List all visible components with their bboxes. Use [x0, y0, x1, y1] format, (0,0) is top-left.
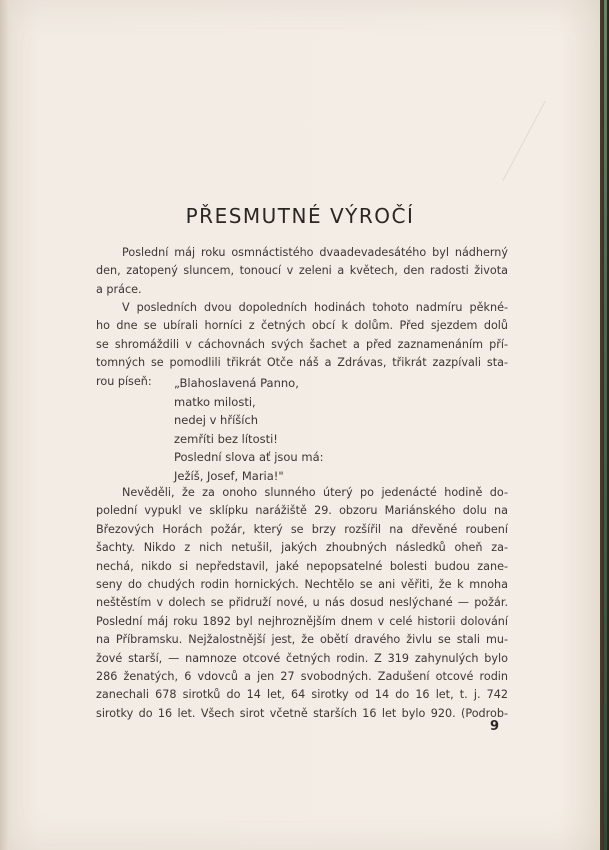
page-number: 9	[490, 719, 500, 734]
text-line: den, zatopený sluncem, tonoucí v zeleni a květech, den radosti života	[96, 264, 508, 278]
text-line: V posledních dvou dopoledních hodinách tohoto nadmíru pěkné-	[122, 301, 508, 314]
text-line: tomných se pomodlili třikrát Otče náš a Zdrávas, třikrát zazpívali sta-	[96, 356, 508, 370]
text-line: se shromáždili v cáchovnách svých šachet a před zaznamenáním pří-	[96, 337, 508, 351]
cover-edge-strip	[604, 0, 607, 850]
text-line: nechá, nikdo si nepředstavil, jaké nepopsatelné bolesti budou zane-	[96, 559, 508, 573]
poem-line: nedej v hříších	[174, 413, 259, 427]
text-line: neštěstím v dolech se přidruží nové, u nás dosud neslýchané — požár.	[96, 596, 508, 610]
text-line: 286 ženatých, 6 vdovců a jen 27 svobodných. Zadušení otcové rodin	[96, 669, 508, 683]
paper-crease	[502, 101, 598, 209]
text-line: Poslední máj roku 1892 byl nejhroznějším dnem v celé historii dolování	[96, 614, 508, 628]
text-line: rou píseň:	[96, 374, 152, 388]
text-line: ho dne se ubírali horníci z četných obcí k dolům. Před sjezdem dolů	[96, 319, 508, 333]
poem-line: Ježíš, Josef, Maria!"	[174, 468, 284, 483]
text-line: a práce.	[96, 282, 142, 296]
poem-line: Poslední slova ať jsou má:	[174, 450, 324, 464]
poem-stanza	[174, 374, 324, 485]
text-line: Poslední máj roku osmnáctistého dvaadevadesátého byl nádherný	[122, 246, 508, 259]
text-line: Březových Horách požár, který se brzy rozšířil na dřevěné roubení	[96, 522, 508, 536]
paragraph-3	[96, 484, 508, 723]
text-line: seny do chudých rodin hornických. Nechtělo se ani věřiti, že k mnoha	[96, 577, 508, 591]
text-line: šachty. Nikdo z nich netušil, jakých zhoubných následků oheň za-	[96, 541, 508, 555]
paragraph-1	[96, 244, 508, 299]
page-title: PŘESMUTNÉ VÝROČÍ	[185, 204, 415, 228]
poem-line: matko milosti,	[174, 394, 256, 409]
text-line: zanechali 678 sirotků do 14 let, 64 sirotky od 14 do 16 let, t. j. 742	[96, 688, 508, 702]
poem-line: „Blahoslavená Panno,	[174, 376, 299, 390]
text-line: polední vypukl ve sklípku narážiště 29. obzoru Mariánského dolu na	[96, 504, 508, 518]
text-line: žové starší, — namnoze otcové četných rodin. Z 319 zahynulých bylo	[96, 651, 508, 665]
page-spine-shadow	[0, 0, 10, 850]
text-line: na Příbramsku. Nejžalostnější jest, že obětí dravého živlu se stali mu-	[96, 633, 508, 647]
text-line: sirotky do 16 let. Všech sirot včetně starších 16 let bylo 920. (Podrob-	[96, 706, 508, 720]
text-line: Nevěděli, že za onoho slunného úterý po jedenácté hodině do-	[122, 486, 508, 499]
poem-line: zemříti bez lítosti!	[174, 431, 278, 446]
